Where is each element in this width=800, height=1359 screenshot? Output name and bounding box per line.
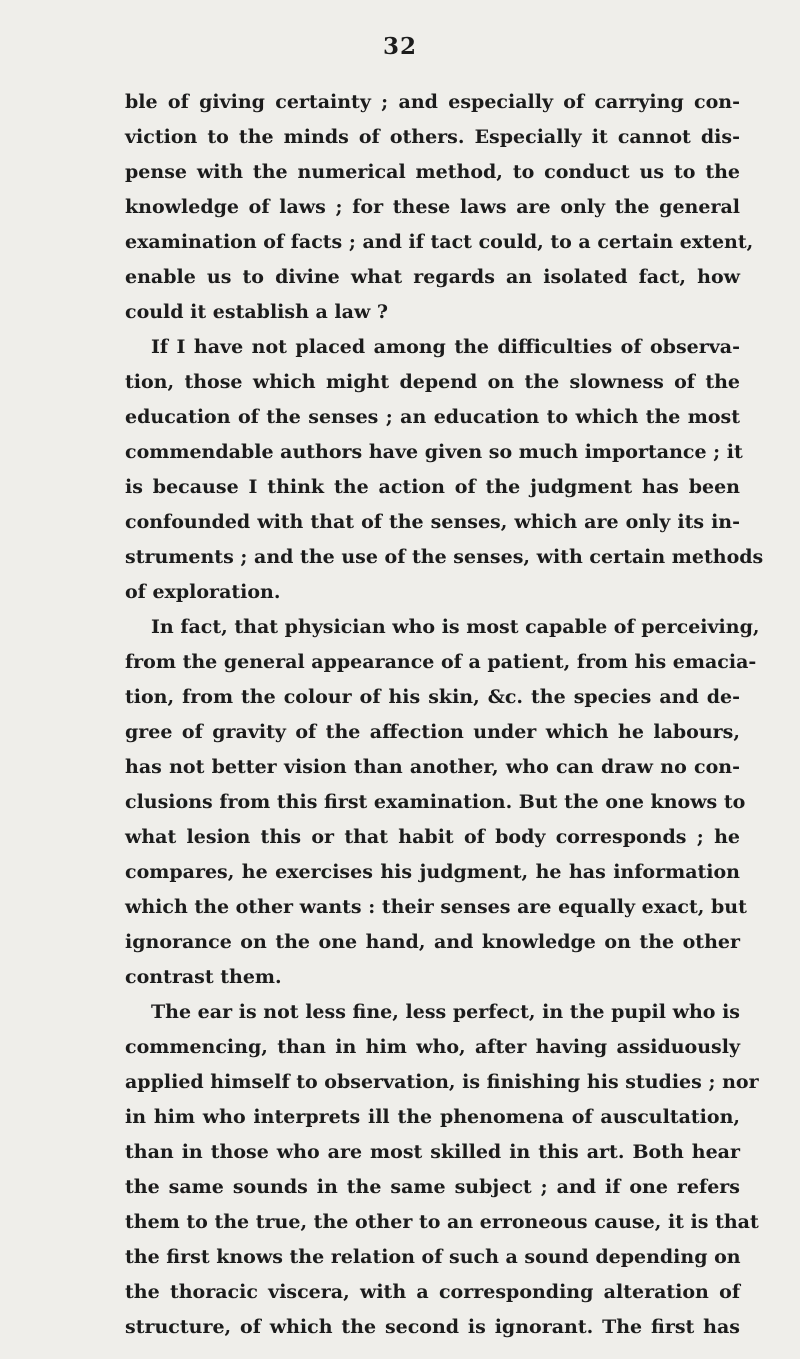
text-line: the thoracic viscera, with a corresponding alteration of bbox=[125, 1281, 740, 1303]
text-line: The ear is not less fine, less perfect, in the pupil who is bbox=[151, 1001, 740, 1023]
text-line: viction to the minds of others. Especially it cannot dis- bbox=[125, 126, 740, 148]
text-line: structure, of which the second is ignorant. The first has bbox=[125, 1316, 740, 1338]
text-line: clusions from this first examination. But the one knows to bbox=[125, 791, 746, 813]
text-line: tion, from the colour of his skin, &c. the species and de- bbox=[125, 686, 740, 708]
text-line: than in those who are most skilled in this art. Both hear bbox=[125, 1141, 740, 1163]
text-line: which the other wants : their senses are equally exact, but bbox=[125, 896, 747, 918]
text-line: ignorance on the one hand, and knowledge on the other bbox=[125, 931, 740, 953]
text-line: contrast them. bbox=[125, 966, 282, 988]
text-line: compares, he exercises his judgment, he has information bbox=[125, 861, 740, 883]
text-line: from the general appearance of a patient, from his emacia- bbox=[125, 651, 757, 673]
text-line: enable us to divine what regards an isolated fact, how bbox=[125, 266, 740, 288]
text-line: education of the senses ; an education to which the most bbox=[125, 406, 740, 428]
text-line: ble of giving certainty ; and especially of carrying con- bbox=[125, 91, 740, 113]
text-line: could it establish a law ? bbox=[125, 301, 389, 323]
text-line: the same sounds in the same subject ; and if one refers bbox=[125, 1176, 740, 1198]
text-line: in him who interprets ill the phenomena of auscultation, bbox=[125, 1106, 740, 1128]
text-line: commencing, than in him who, after having assiduously bbox=[125, 1036, 740, 1058]
text-line: commendable authors have given so much importance ; it bbox=[125, 441, 743, 463]
body-text bbox=[125, 85, 764, 1345]
text-line: them to the true, the other to an erroneous cause, it is that bbox=[125, 1211, 759, 1233]
text-line: examination of facts ; and if tact could, to a certain extent, bbox=[125, 231, 754, 253]
text-line: has not better vision than another, who can draw no con- bbox=[125, 756, 740, 778]
text-line: tion, those which might depend on the slowness of the bbox=[125, 371, 740, 393]
text-line: the first knows the relation of such a sound depending on bbox=[125, 1246, 741, 1268]
text-line: knowledge of laws ; for these laws are only the general bbox=[125, 196, 740, 218]
text-line: If I have not placed among the difficulties of observa- bbox=[151, 336, 740, 358]
text-line: pense with the numerical method, to conduct us to the bbox=[125, 161, 740, 183]
text-line: applied himself to observation, is finishing his studies ; nor bbox=[125, 1071, 759, 1093]
page-number: 32 bbox=[382, 33, 417, 60]
text-line: gree of gravity of the affection under which he labours, bbox=[125, 721, 740, 743]
text-line: what lesion this or that habit of body corresponds ; he bbox=[125, 826, 740, 848]
text-line: In fact, that physician who is most capable of perceiving, bbox=[151, 616, 760, 638]
text-line: confounded with that of the senses, which are only its in- bbox=[125, 511, 740, 533]
text-line: of exploration. bbox=[125, 581, 281, 603]
text-line: is because I think the action of the judgment has been bbox=[125, 476, 740, 498]
text-line: struments ; and the use of the senses, with certain methods bbox=[125, 546, 764, 568]
